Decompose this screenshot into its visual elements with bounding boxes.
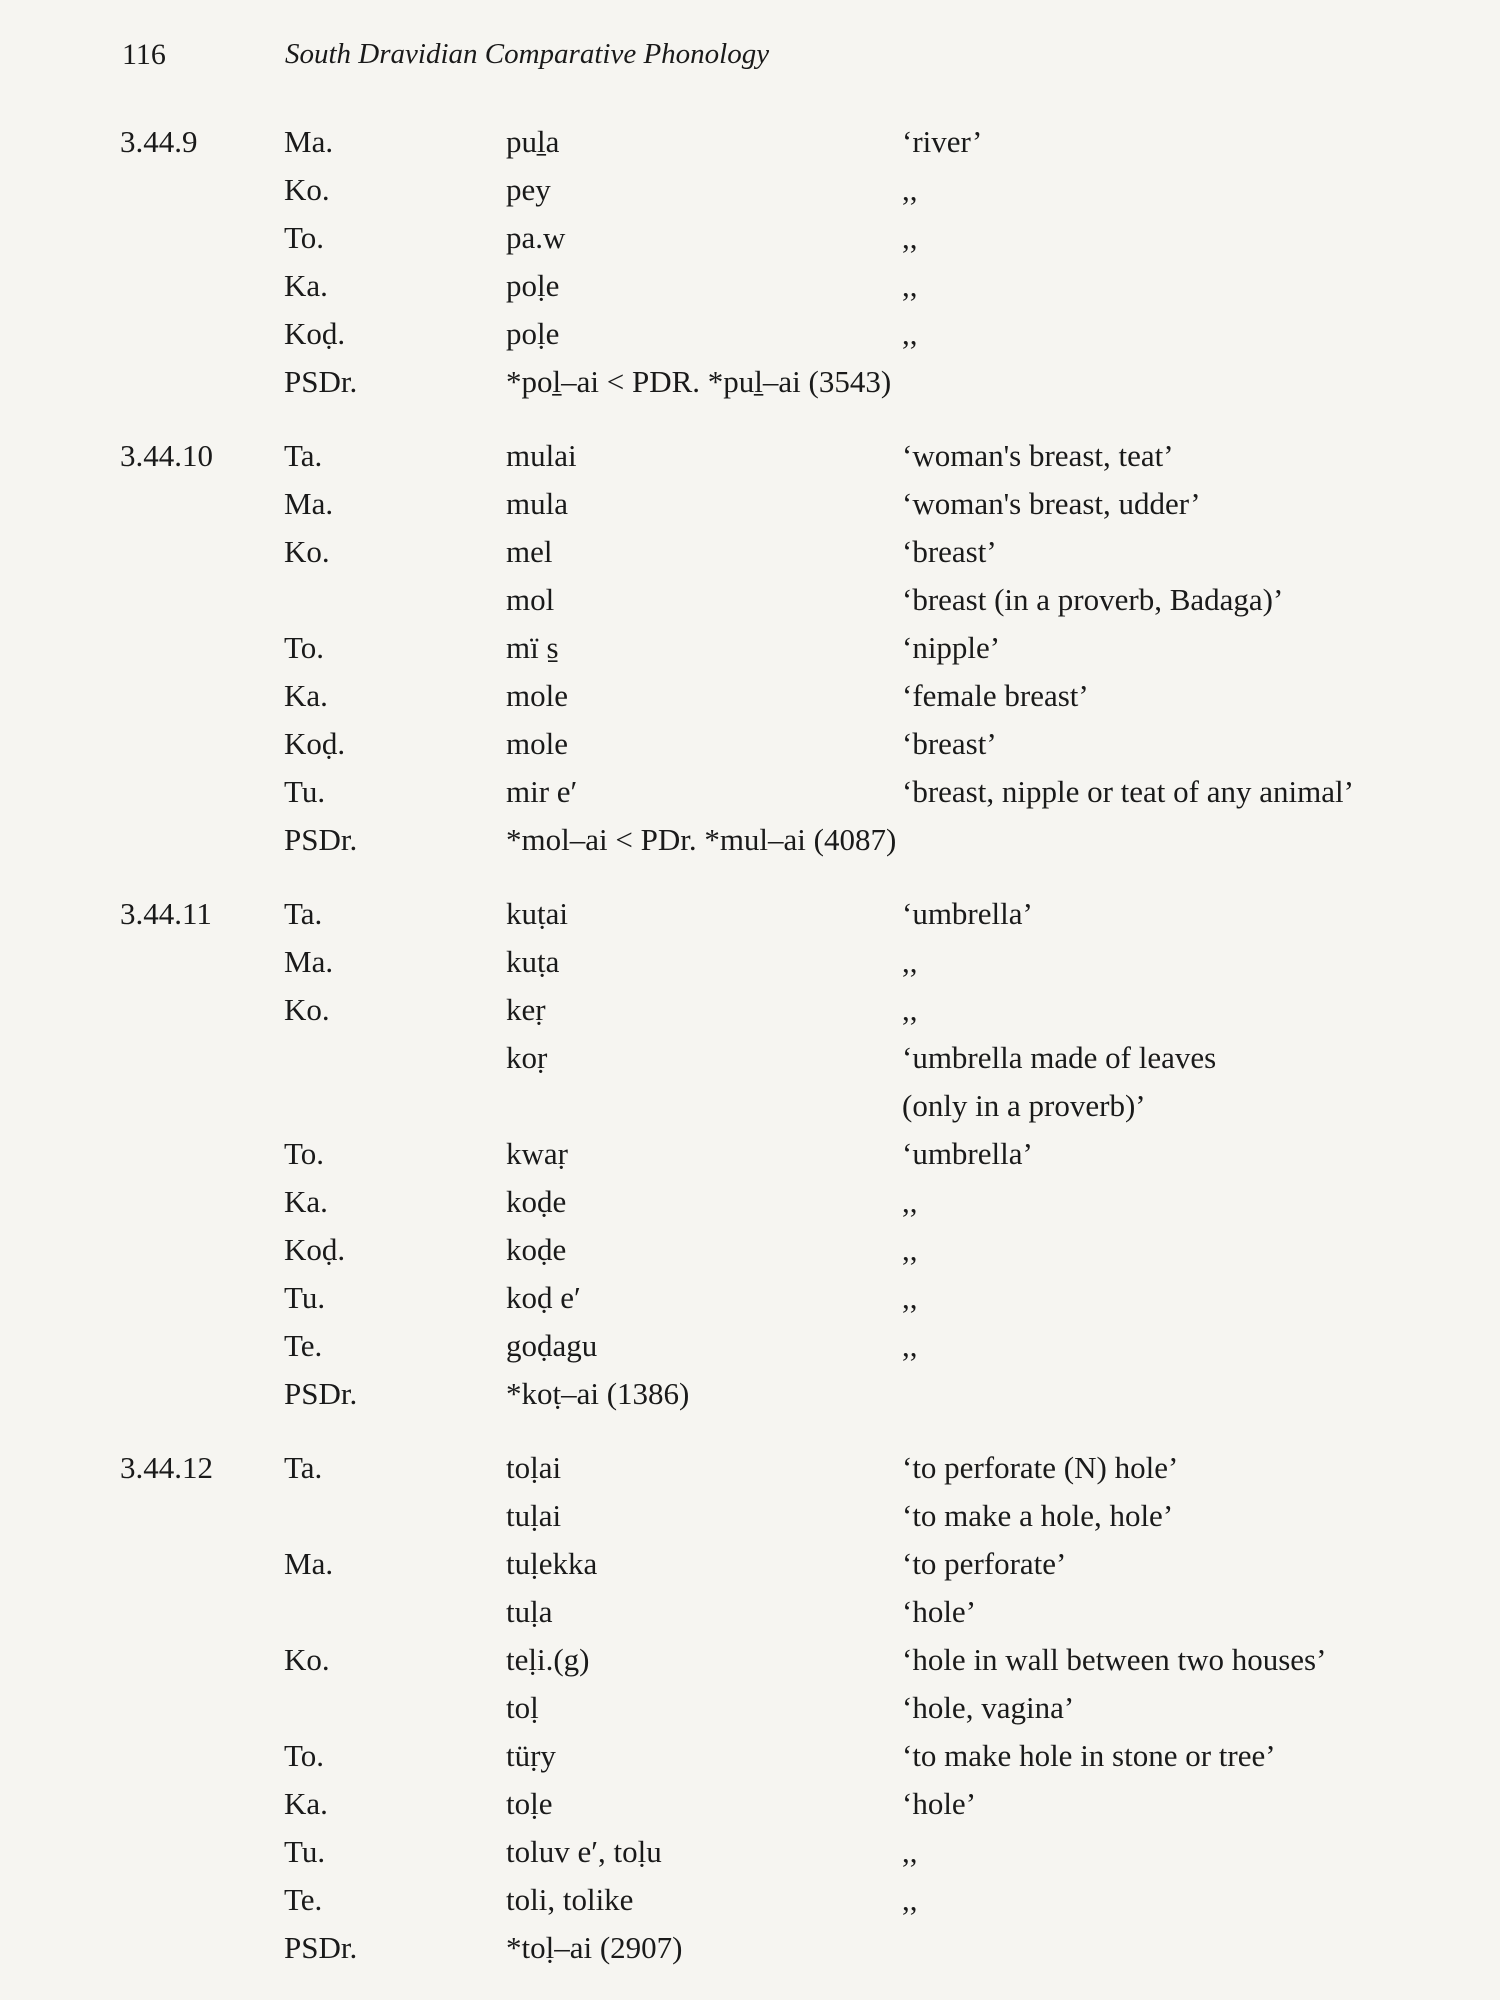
language-label: Tu. <box>284 1280 326 1315</box>
gloss: ‘woman's breast, udder’ <box>902 486 1201 521</box>
gloss: ‘river’ <box>902 124 983 159</box>
entry-row <box>0 1448 1500 1496</box>
language-label: To. <box>284 630 325 665</box>
word-form: mir e′ <box>506 774 578 809</box>
entry-number: 3.44.11 <box>120 896 212 931</box>
gloss: ‘woman's breast, teat’ <box>902 438 1174 473</box>
entry-row <box>0 266 1500 314</box>
language-label: Koḍ. <box>284 316 346 351</box>
gloss: ,, <box>902 1328 918 1363</box>
word-form: tüṛy <box>506 1738 556 1773</box>
entry-row <box>0 990 1500 1038</box>
gloss: ‘umbrella’ <box>902 896 1033 931</box>
entry-row <box>0 1326 1500 1374</box>
entry-row <box>0 218 1500 266</box>
language-label: Ta. <box>284 438 323 473</box>
word-form: kuṭai <box>506 896 568 931</box>
entry-row <box>0 1880 1500 1928</box>
language-label: Ko. <box>284 992 330 1027</box>
language-label: Ka. <box>284 1786 328 1821</box>
gloss: ,, <box>902 1882 918 1917</box>
word-form: koḍ e′ <box>506 1280 581 1315</box>
language-label: To. <box>284 1136 325 1171</box>
language-label: Te. <box>284 1882 323 1917</box>
word-form: toḷe <box>506 1786 553 1821</box>
word-form: mol <box>506 582 555 617</box>
gloss: (only in a proverb)’ <box>902 1088 1146 1123</box>
word-form: koṛ <box>506 1040 548 1075</box>
language-label: Ka. <box>284 678 328 713</box>
entry-row <box>0 1230 1500 1278</box>
entry-row <box>0 1038 1500 1086</box>
entry-row <box>0 820 1500 868</box>
language-label: Ko. <box>284 172 330 207</box>
word-form: mel <box>506 534 553 569</box>
gloss: ‘hole’ <box>902 1594 977 1629</box>
language-label: To. <box>284 1738 325 1773</box>
language-label: Te. <box>284 1328 323 1363</box>
word-form: teḷi.(g) <box>506 1642 590 1677</box>
gloss: ‘breast, nipple or teat of any animal’ <box>902 774 1354 809</box>
language-label: Ko. <box>284 534 330 569</box>
language-label: PSDr. <box>284 822 358 857</box>
page-number: 116 <box>122 38 166 71</box>
entry-row <box>0 170 1500 218</box>
entry-row <box>0 894 1500 942</box>
entry-row <box>0 772 1500 820</box>
entry-row <box>0 1182 1500 1230</box>
word-form: toḷ <box>506 1690 539 1725</box>
entry-row <box>0 580 1500 628</box>
word-form: kwaṛ <box>506 1136 568 1171</box>
gloss: ‘to perforate’ <box>902 1546 1067 1581</box>
language-label: Ma. <box>284 1546 334 1581</box>
word-form: tuḷekka <box>506 1546 598 1581</box>
language-label: Koḍ. <box>284 1232 346 1267</box>
gloss: ,, <box>902 316 918 351</box>
gloss: ,, <box>902 268 918 303</box>
gloss: ,, <box>902 944 918 979</box>
word-form: *poḻ–ai < PDR. *puḻ–ai (3543) <box>506 364 892 399</box>
word-form: mulai <box>506 438 577 473</box>
entry-row <box>0 1278 1500 1326</box>
entry-row <box>0 314 1500 362</box>
language-label: PSDr. <box>284 1930 358 1965</box>
gloss: ,, <box>902 1232 918 1267</box>
entry-number: 3.44.10 <box>120 438 213 473</box>
word-form: pey <box>506 172 551 207</box>
gloss: ,, <box>902 992 918 1027</box>
entry-row <box>0 1784 1500 1832</box>
gloss: ‘nipple’ <box>902 630 1001 665</box>
gloss: ,, <box>902 1184 918 1219</box>
language-label: Ta. <box>284 896 323 931</box>
word-form: *koṭ–ai (1386) <box>506 1376 690 1411</box>
entry-row <box>0 1544 1500 1592</box>
entry-row <box>0 436 1500 484</box>
gloss: ‘female breast’ <box>902 678 1089 713</box>
gloss: ,, <box>902 220 918 255</box>
gloss: ‘to perforate (N) hole’ <box>902 1450 1179 1485</box>
running-title: South Dravidian Comparative Phonology <box>285 38 770 70</box>
entry-row <box>0 628 1500 676</box>
word-form: mula <box>506 486 568 521</box>
gloss: ‘to make hole in stone or tree’ <box>902 1738 1276 1773</box>
word-form: koḍe <box>506 1184 567 1219</box>
word-form: koḍe <box>506 1232 567 1267</box>
language-label: Koḍ. <box>284 726 346 761</box>
language-label: To. <box>284 220 325 255</box>
entry-row <box>0 1688 1500 1736</box>
gloss: ‘umbrella’ <box>902 1136 1033 1171</box>
entry-number: 3.44.12 <box>120 1450 213 1485</box>
language-label: Ma. <box>284 124 334 159</box>
entry-row <box>0 532 1500 580</box>
entry-row <box>0 362 1500 410</box>
entry-row <box>0 122 1500 170</box>
entry-row <box>0 1736 1500 1784</box>
gloss: ‘hole, vagina’ <box>902 1690 1075 1725</box>
word-form: mole <box>506 726 568 761</box>
language-label: PSDr. <box>284 364 358 399</box>
word-form: mole <box>506 678 568 713</box>
language-label: Tu. <box>284 1834 326 1869</box>
language-label: PSDr. <box>284 1376 358 1411</box>
entry-row <box>0 724 1500 772</box>
language-label: Ko. <box>284 1642 330 1677</box>
language-label: Tu. <box>284 774 326 809</box>
entry-row <box>0 1832 1500 1880</box>
entry-row <box>0 942 1500 990</box>
entry-row <box>0 1928 1500 1976</box>
word-form: poḷe <box>506 268 560 303</box>
word-form: goḍagu <box>506 1328 598 1363</box>
entry-row <box>0 1496 1500 1544</box>
entry-row <box>0 1374 1500 1422</box>
gloss: ‘hole’ <box>902 1786 977 1821</box>
entry-row <box>0 1086 1500 1134</box>
word-form: pa.w <box>506 220 566 255</box>
gloss: ‘breast’ <box>902 726 997 761</box>
gloss: ‘to make a hole, hole’ <box>902 1498 1174 1533</box>
word-form: toli, tolike <box>506 1882 634 1917</box>
gloss: ,, <box>902 1280 918 1315</box>
gloss: ,, <box>902 172 918 207</box>
word-form: mï s̱ <box>506 630 559 665</box>
word-form: keṛ <box>506 992 546 1027</box>
gloss: ‘breast’ <box>902 534 997 569</box>
entry-row <box>0 676 1500 724</box>
gloss: ‘breast (in a proverb, Badaga)’ <box>902 582 1284 617</box>
gloss: ‘umbrella made of leaves <box>902 1040 1217 1075</box>
entry-row <box>0 1640 1500 1688</box>
word-form: toḷai <box>506 1450 562 1485</box>
language-label: Ka. <box>284 1184 328 1219</box>
word-form: toluv e′, toḷu <box>506 1834 662 1869</box>
gloss: ‘hole in wall between two houses’ <box>902 1642 1327 1677</box>
language-label: Ka. <box>284 268 328 303</box>
entry-number: 3.44.9 <box>120 124 198 159</box>
word-form: tuḷai <box>506 1498 562 1533</box>
word-form: *toḷ–ai (2907) <box>506 1930 683 1965</box>
word-form: poḷe <box>506 316 560 351</box>
entry-row <box>0 1134 1500 1182</box>
word-form: *mol–ai < PDr. *mul–ai (4087) <box>506 822 897 857</box>
word-form: puḻa <box>506 124 560 159</box>
entry-row <box>0 1592 1500 1640</box>
word-form: tuḷa <box>506 1594 553 1629</box>
language-label: Ma. <box>284 944 334 979</box>
entry-list <box>0 122 1500 1976</box>
language-label: Ta. <box>284 1450 323 1485</box>
entry-row <box>0 484 1500 532</box>
word-form: kuṭa <box>506 944 560 979</box>
language-label: Ma. <box>284 486 334 521</box>
gloss: ,, <box>902 1834 918 1869</box>
